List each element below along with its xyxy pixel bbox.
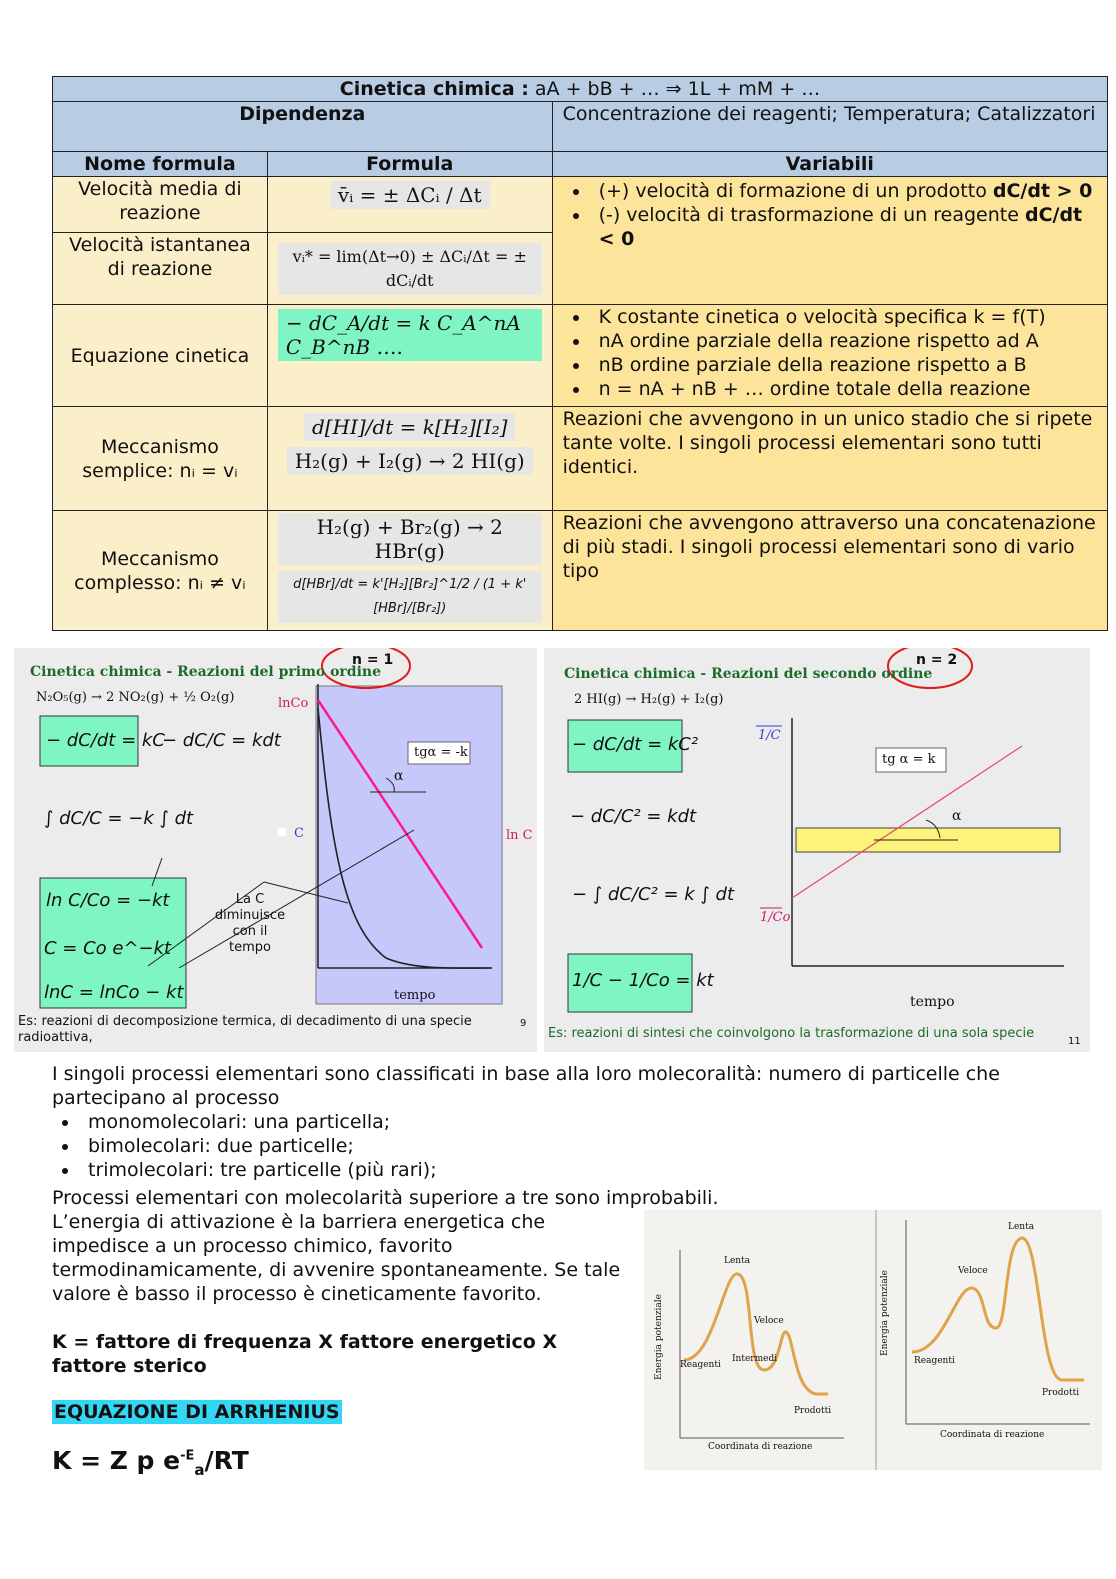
row-name-inst-velocity: Velocità istantanea di reazione	[53, 233, 268, 305]
dipendenza-label: Dipendenza	[53, 102, 553, 152]
slide2-y-top: 1/C	[758, 728, 781, 743]
right-y-label: Energia potenziale	[880, 1270, 890, 1356]
arrhenius-equation: K = Z p $e^{-E}_a/RT$	[52, 1446, 249, 1479]
formula-kinetic-eq-text: − dC_A/dt = k C_A^nA C_B^nB ….	[278, 309, 542, 361]
left-peak2-label: Veloce	[754, 1316, 784, 1326]
plot-area	[316, 686, 502, 1004]
right-peak1-label: Veloce	[958, 1266, 988, 1276]
formula-simple	[267, 407, 552, 511]
molecularity-list	[52, 1110, 780, 1182]
left-x-label: Coordinata di reazione	[708, 1442, 813, 1452]
slide2-reaction: 2 HI(g) → H₂(g) + I₂(g)	[574, 692, 724, 707]
slide1-order: n = 1	[352, 652, 394, 668]
slide2-title: Cinetica chimica - Reazioni del secondo ordine	[564, 666, 933, 682]
col-header-formula: Formula	[267, 152, 552, 177]
list-item: • K costante cinetica o velocità specifica k = f(T)	[591, 305, 1097, 329]
formula-complex-reaction: H₂(g) + Br₂(g) → 2 HBr(g)	[278, 513, 542, 565]
list-item: • nB ordine parziale della reazione rispetto a B	[591, 353, 1097, 377]
slide2-eq2: − dC/C² = kdt	[570, 806, 697, 827]
slide1-footer: Es: reazioni di decomposizione termica, di decadimento di una specie radioattiva,	[18, 1014, 472, 1045]
slide-second-order-graphics	[544, 648, 1090, 1052]
list-item: • trimolecolari: tre particelle (più rari);	[80, 1158, 780, 1182]
kinetic-variables	[552, 305, 1107, 407]
formula-simple-rate: d[HI]/dt = k[H₂][I₂]	[304, 413, 516, 441]
arrhenius-title: EQUAZIONE DI ARRHENIUS	[54, 1401, 340, 1423]
list-item: • bimolecolari: due particelle;	[80, 1134, 780, 1158]
col-header-name: Nome formula	[53, 152, 268, 177]
slide1-lnco: lnCo	[278, 696, 309, 711]
kinetics-table	[52, 76, 1108, 631]
formula-avg-velocity	[267, 177, 552, 233]
slide1-x-label: tempo	[394, 988, 436, 1003]
complex-description: Reazioni che avvengono attraverso una concatenazione di più stadi. I singoli processi elementari sono di vario tipo	[552, 511, 1107, 631]
row-name-kinetic-eq: Equazione cinetica	[53, 305, 268, 407]
dipendenza-value: Concentrazione dei reagenti; Temperatura; Catalizzatori	[552, 102, 1107, 152]
slide2-eq3: − ∫ dC/C² = k ∫ dt	[572, 884, 734, 905]
formula-complex-rate: d[HBr]/dt = k'[H₂][Br₂]^1/2 / (1 + k' [HBr]/[Br₂])	[278, 571, 542, 623]
list-item: • monomolecolari: una particella;	[80, 1110, 780, 1134]
slide2-order: n = 2	[916, 652, 958, 668]
slide2-tg: tg α = k	[882, 752, 936, 767]
formula-kinetic-eq	[267, 305, 552, 407]
list-item: • n = nA + nB + … ordine totale della reazione	[591, 377, 1097, 401]
slide1-title: Cinetica chimica - Reazioni del primo ordine	[30, 664, 382, 680]
formula-inst-velocity-text: vᵢ* = lim(Δt→0) ± ΔCᵢ/Δt = ± dCᵢ/dt	[278, 243, 542, 295]
slide1-eq6: lnC = lnCo − kt	[44, 982, 184, 1003]
slide2-y-bottom: 1/Co	[760, 910, 791, 925]
slide-second-order	[544, 648, 1090, 1052]
slide2-alpha: α	[952, 808, 962, 824]
slide1-tg: tgα = -k	[414, 745, 468, 760]
slide1-c-label: C	[294, 826, 304, 841]
right-end-label: Prodotti	[1042, 1388, 1080, 1398]
slide1-annotation: La C diminuisce con il tempo	[214, 892, 286, 955]
row-name-simple: Meccanismo semplice: nᵢ = vᵢ	[53, 407, 268, 511]
right-peak2-label: Lenta	[1008, 1222, 1035, 1232]
slide1-alpha: α	[394, 768, 404, 784]
slide2-eq1: − dC/dt = kC²	[572, 734, 699, 755]
left-peak1-label: Lenta	[724, 1256, 751, 1266]
activation-energy-paragraph: L’energia di attivazione è la barriera energetica che impedisce a un processo chimico, favorito termodinamicamente, di avvenire spontaneamente. Se tale valore è basso il processo è cineticamente favorito.	[52, 1211, 621, 1305]
slide1-eq3: ∫ dC/C = −k ∫ dt	[44, 808, 194, 829]
formula-complex	[267, 511, 552, 631]
slide2-eq4: 1/C − 1/Co = kt	[572, 970, 714, 991]
velocity-variables	[552, 177, 1107, 305]
slide2-page: 11	[1068, 1036, 1081, 1047]
list-item: • (-) velocità di trasformazione di un reagente dC/dt < 0	[591, 203, 1097, 251]
energy-diagrams	[644, 1210, 1102, 1470]
col-header-variables: Variabili	[552, 152, 1107, 177]
slide1-page: 9	[520, 1018, 527, 1029]
row-name-complex: Meccanismo complesso: nᵢ ≠ vᵢ	[53, 511, 268, 631]
slide1-eq1: − dC/dt = kC	[46, 730, 165, 751]
slide1-lnc-label: ln C	[506, 828, 533, 843]
slide2-footer: Es: reazioni di sintesi che coinvolgono la trasformazione di una sola specie	[548, 1026, 1035, 1041]
k-factors-formula: K = fattore di frequenza X fattore energetico X fattore sterico	[52, 1331, 558, 1377]
list-item: • (+) velocità di formazione di un prodotto dC/dt > 0	[591, 179, 1097, 203]
table-title: Cinetica chimica : aA + bB + … ⇒ 1L + mM + …	[53, 77, 1108, 102]
left-end-label: Prodotti	[794, 1406, 832, 1416]
slide1-eq2: − dC/C = kdt	[162, 730, 281, 751]
left-middle-label: Intermedi	[732, 1354, 778, 1364]
slide1-eq4: ln C/Co = −kt	[46, 890, 170, 911]
formula-simple-reaction: H₂(g) + I₂(g) → 2 HI(g)	[287, 447, 533, 475]
formula-inst-velocity	[267, 233, 552, 305]
marker	[278, 828, 286, 836]
left-start-label: Reagenti	[680, 1360, 721, 1370]
slide2-x-label: tempo	[910, 994, 955, 1010]
molecularity-paragraph: I singoli processi elementari sono classificati in base alla loro molecoralità: numero di particelle che partecipano al processo	[52, 1063, 1000, 1109]
slide1-eq5: C = Co e^−kt	[44, 938, 172, 959]
right-x-label: Coordinata di reazione	[940, 1430, 1045, 1440]
list-item: • nA ordine parziale della reazione rispetto ad A	[591, 329, 1097, 353]
simple-description: Reazioni che avvengono in un unico stadio che si ripete tante volte. I singoli processi elementari sono tutti identici.	[552, 407, 1107, 511]
improbable-paragraph: Processi elementari con molecolarità superiore a tre sono improbabili.	[52, 1187, 719, 1209]
formula-avg-velocity-text: v̄ᵢ = ± ΔCᵢ / Δt	[330, 181, 490, 209]
slide-first-order	[14, 648, 537, 1052]
slide1-reaction: N₂O₅(g) → 2 NO₂(g) + ½ O₂(g)	[36, 690, 235, 705]
right-start-label: Reagenti	[914, 1356, 955, 1366]
row-name-avg-velocity: Velocità media di reazione	[53, 177, 268, 233]
left-y-label: Energia potenziale	[654, 1294, 664, 1380]
left-energy-curve	[684, 1274, 828, 1394]
